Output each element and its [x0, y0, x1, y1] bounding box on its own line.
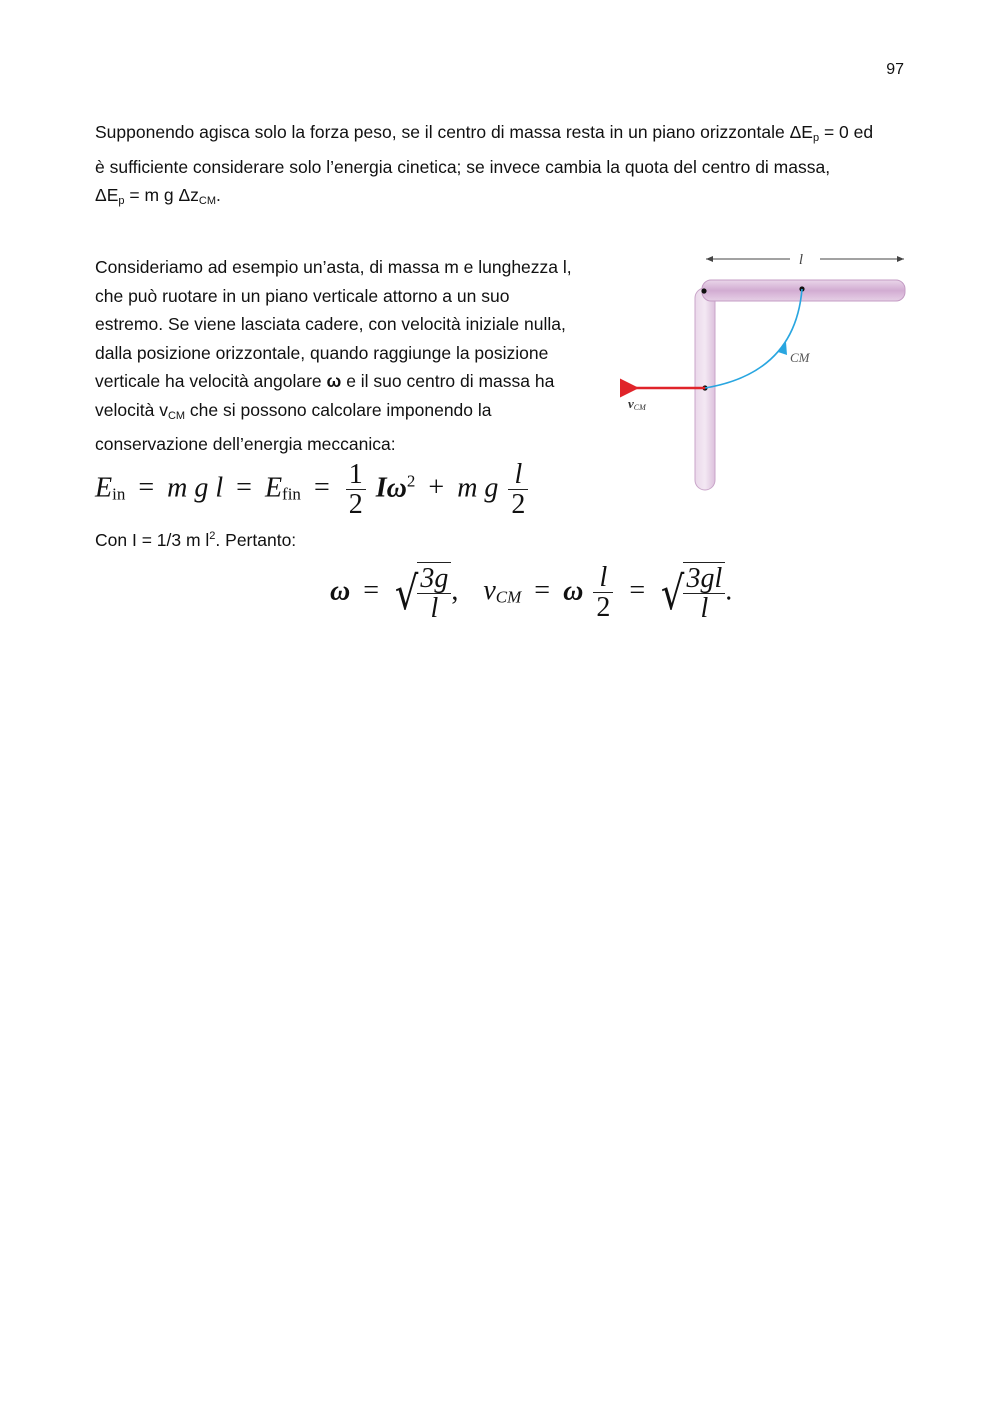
rod-diagram: [620, 248, 910, 498]
sqrt-omega: √ $\frac{3g}{l}$: [392, 562, 451, 624]
pivot-dot: [701, 288, 706, 293]
energy-equation: Ein = m g l = Efin = $\frac{1}{2}$ $I\omega^2 + m$ g $\frac{l}{2}$: [95, 460, 531, 520]
result-equation: ω = √ $\frac{3g}{l}$ , vCM = ω $\frac{l}{2}$ = √ $\frac{3gl}{l}$ .: [330, 562, 733, 625]
l-over-2-fraction: $\frac{l}{2}$: [508, 460, 528, 520]
sqrt-vcm: √ $\frac{3gl}{l}$: [658, 562, 725, 624]
example-line-2: che può ruotare in un piano verticale attorno a un suo: [95, 285, 510, 306]
velocity-label: vCM: [628, 396, 646, 412]
example-line-1: Consideriamo ad esempio un’asta, di massa m e lunghezza l,: [95, 257, 572, 277]
example-line-4: dalla posizione orizzontale, quando raggiunge la posizione: [95, 342, 549, 363]
cm-trajectory-arc: [705, 289, 802, 388]
cm-arc-arrow-icon: [778, 342, 787, 355]
length-arrow-left-icon: [706, 256, 713, 262]
intro-line-2: è sufficiente considerare solo l’energia cinetica; se invece cambia la quota del centro di massa,: [95, 156, 831, 177]
example-line-6: velocità $v_{CM}$ che si possono calcolare imponendo la: [95, 399, 492, 422]
page-number: 97: [886, 61, 904, 78]
intro-line-1: Supponendo agisca solo la forza peso, se il centro di massa resta in un piano orizzontale $\Delta E_p = 0$ ed: [95, 122, 874, 144]
length-label: l: [798, 252, 804, 268]
con-line: Con I = 1/3 m $l^2$. Pertanto:: [95, 530, 297, 550]
example-line-5: verticale ha velocità angolare ω e il suo centro di massa ha: [95, 371, 555, 391]
length-arrow-right-icon: [897, 256, 904, 262]
rotating-rod-figure: [620, 248, 910, 498]
half-fraction: $\frac{1}{2}$: [346, 460, 366, 520]
example-line-7: conservazione dell’energia meccanica:: [95, 434, 396, 454]
example-line-3: estremo. Se viene lasciata cadere, con velocità iniziale nulla,: [95, 314, 566, 334]
cm-label: CM: [790, 350, 810, 365]
intro-paragraph: [95, 118, 915, 216]
intro-line-3: $\Delta E_p = m$ g $\Delta z_{CM}$.: [95, 185, 221, 207]
example-paragraph: [95, 253, 605, 459]
l-over-2-fraction-result: $\frac{l}{2}$: [593, 563, 613, 623]
